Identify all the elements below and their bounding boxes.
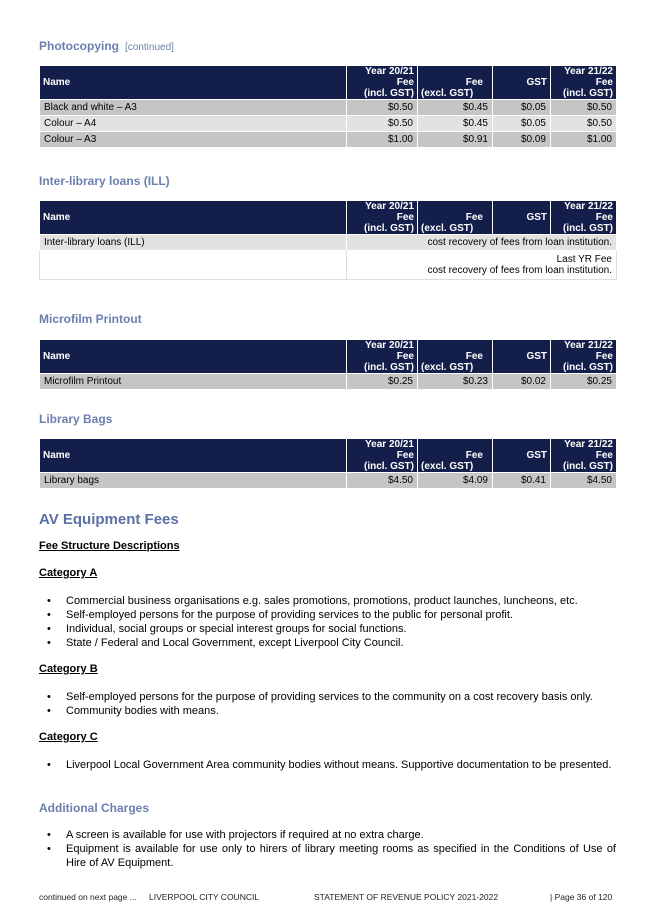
ill-table <box>39 200 617 280</box>
row-fee-excl: $0.91 <box>418 132 493 148</box>
row-gst: $0.09 <box>493 132 551 148</box>
row-name: Colour – A3 <box>40 132 347 148</box>
header-year2122: Year 21/22 Fee (incl. GST) <box>551 66 617 100</box>
row-fee-excl: $0.45 <box>418 116 493 132</box>
footer-statement: STATEMENT OF REVENUE POLICY 2021-2022 <box>314 892 499 902</box>
additional-charges-list <box>39 828 616 870</box>
category-c-heading: Category C <box>39 731 98 743</box>
header-year2021: Year 20/21 Fee (incl. GST) <box>347 66 418 100</box>
bags-table <box>39 438 617 489</box>
row-gst: $0.05 <box>493 100 551 116</box>
row-fee-2021: $0.25 <box>347 374 418 390</box>
row-fee-2021: $1.00 <box>347 132 418 148</box>
bags-title: Library Bags <box>39 412 113 426</box>
row-fee-incl: $1.00 <box>551 132 617 148</box>
header-year2122: Year 21/22 Fee (incl. GST) <box>551 340 617 374</box>
header-name: Name <box>40 66 347 100</box>
footer-council: LIVERPOOL CITY COUNCIL <box>149 892 260 902</box>
header-gst: GST <box>493 201 551 235</box>
table-row-note <box>40 251 617 280</box>
row-name: Colour – A4 <box>40 116 347 132</box>
header-gst: GST <box>493 340 551 374</box>
list-item: • Community bodies with means. <box>39 704 616 718</box>
category-a-list <box>39 594 616 650</box>
row-name: Microfilm Printout <box>40 374 347 390</box>
fee-structure-heading: Fee Structure Descriptions <box>39 540 180 552</box>
row-fee-incl: $0.25 <box>551 374 617 390</box>
row-fee-2021: $0.50 <box>347 100 418 116</box>
list-item: • Individual, social groups or special interest groups for social functions. <box>39 622 616 636</box>
header-year2122: Year 21/22 Fee (incl. GST) <box>551 439 617 473</box>
row-fee-2021: $0.50 <box>347 116 418 132</box>
table-row <box>40 235 617 251</box>
header-gst: GST <box>493 66 551 100</box>
table-row <box>40 132 617 148</box>
photocopying-table <box>39 65 617 148</box>
ill-title: Inter-library loans (ILL) <box>39 174 170 188</box>
row-fee-excl: $0.23 <box>418 374 493 390</box>
continued-label: [continued] <box>125 42 174 53</box>
header-fee-excl: Fee (excl. GST) <box>418 66 493 100</box>
header-name: Name <box>40 439 347 473</box>
header-name: Name <box>40 201 347 235</box>
header-year2021: Year 20/21 Fee (incl. GST) <box>347 340 418 374</box>
list-item: • A screen is available for use with projectors if required at no extra charge. <box>39 828 616 842</box>
list-item: • State / Federal and Local Government, except Liverpool City Council. <box>39 636 616 650</box>
row-fee-incl: $4.50 <box>551 473 617 489</box>
row-fee-excl: $0.45 <box>418 100 493 116</box>
header-year2122: Year 21/22 Fee (incl. GST) <box>551 201 617 235</box>
header-year2021: Year 20/21 Fee (incl. GST) <box>347 201 418 235</box>
row-gst: $0.41 <box>493 473 551 489</box>
list-item: • Self-employed persons for the purpose of providing services to the community on a cost recovery basis only. <box>39 690 616 704</box>
header-year2021: Year 20/21 Fee (incl. GST) <box>347 439 418 473</box>
table-row <box>40 374 617 390</box>
additional-charges-title: Additional Charges <box>39 801 150 815</box>
microfilm-table <box>39 339 617 390</box>
list-item: • Liverpool Local Government Area community bodies without means. Supportive documentation to be presented. <box>39 758 616 772</box>
category-c-list <box>39 758 616 772</box>
category-b-list <box>39 690 616 718</box>
row-gst: $0.05 <box>493 116 551 132</box>
list-item: • Self-employed persons for the purpose of providing services to the public for personal profit. <box>39 608 616 622</box>
list-item: • Equipment is available for use only to hirers of library meeting rooms as specified in the Conditions of Use of Hire of AV Equipment. <box>39 842 616 870</box>
list-item: • Commercial business organisations e.g. sales promotions, promotions, product launches, luncheons, etc. <box>39 594 616 608</box>
photocopying-title <box>39 39 174 53</box>
row-fee-note: cost recovery of fees from loan institution. <box>347 235 617 251</box>
row-fee-incl: $0.50 <box>551 100 617 116</box>
header-gst: GST <box>493 439 551 473</box>
table-row <box>40 473 617 489</box>
row-name: Inter-library loans (ILL) <box>40 235 347 251</box>
row-fee-incl: $0.50 <box>551 116 617 132</box>
note-empty-cell <box>40 251 347 280</box>
row-name: Library bags <box>40 473 347 489</box>
row-fee-2021: $4.50 <box>347 473 418 489</box>
last-year-note: Last YR Fee cost recovery of fees from loan institution. <box>347 251 617 280</box>
photocopying-title-text: Photocopying <box>39 39 119 53</box>
av-title: AV Equipment Fees <box>39 511 179 528</box>
category-b-heading: Category B <box>39 663 98 675</box>
header-fee-excl: Fee (excl. GST) <box>418 439 493 473</box>
microfilm-title: Microfilm Printout <box>39 312 142 326</box>
table-row <box>40 100 617 116</box>
header-fee-excl: Fee (excl. GST) <box>418 201 493 235</box>
row-gst: $0.02 <box>493 374 551 390</box>
header-name: Name <box>40 340 347 374</box>
category-a-heading: Category A <box>39 567 98 579</box>
row-name: Black and white – A3 <box>40 100 347 116</box>
row-fee-excl: $4.09 <box>418 473 493 489</box>
footer-continued: continued on next page ... <box>39 892 137 902</box>
table-row <box>40 116 617 132</box>
header-fee-excl: Fee (excl. GST) <box>418 340 493 374</box>
footer-page-number: | Page 36 of 120 <box>550 892 613 902</box>
